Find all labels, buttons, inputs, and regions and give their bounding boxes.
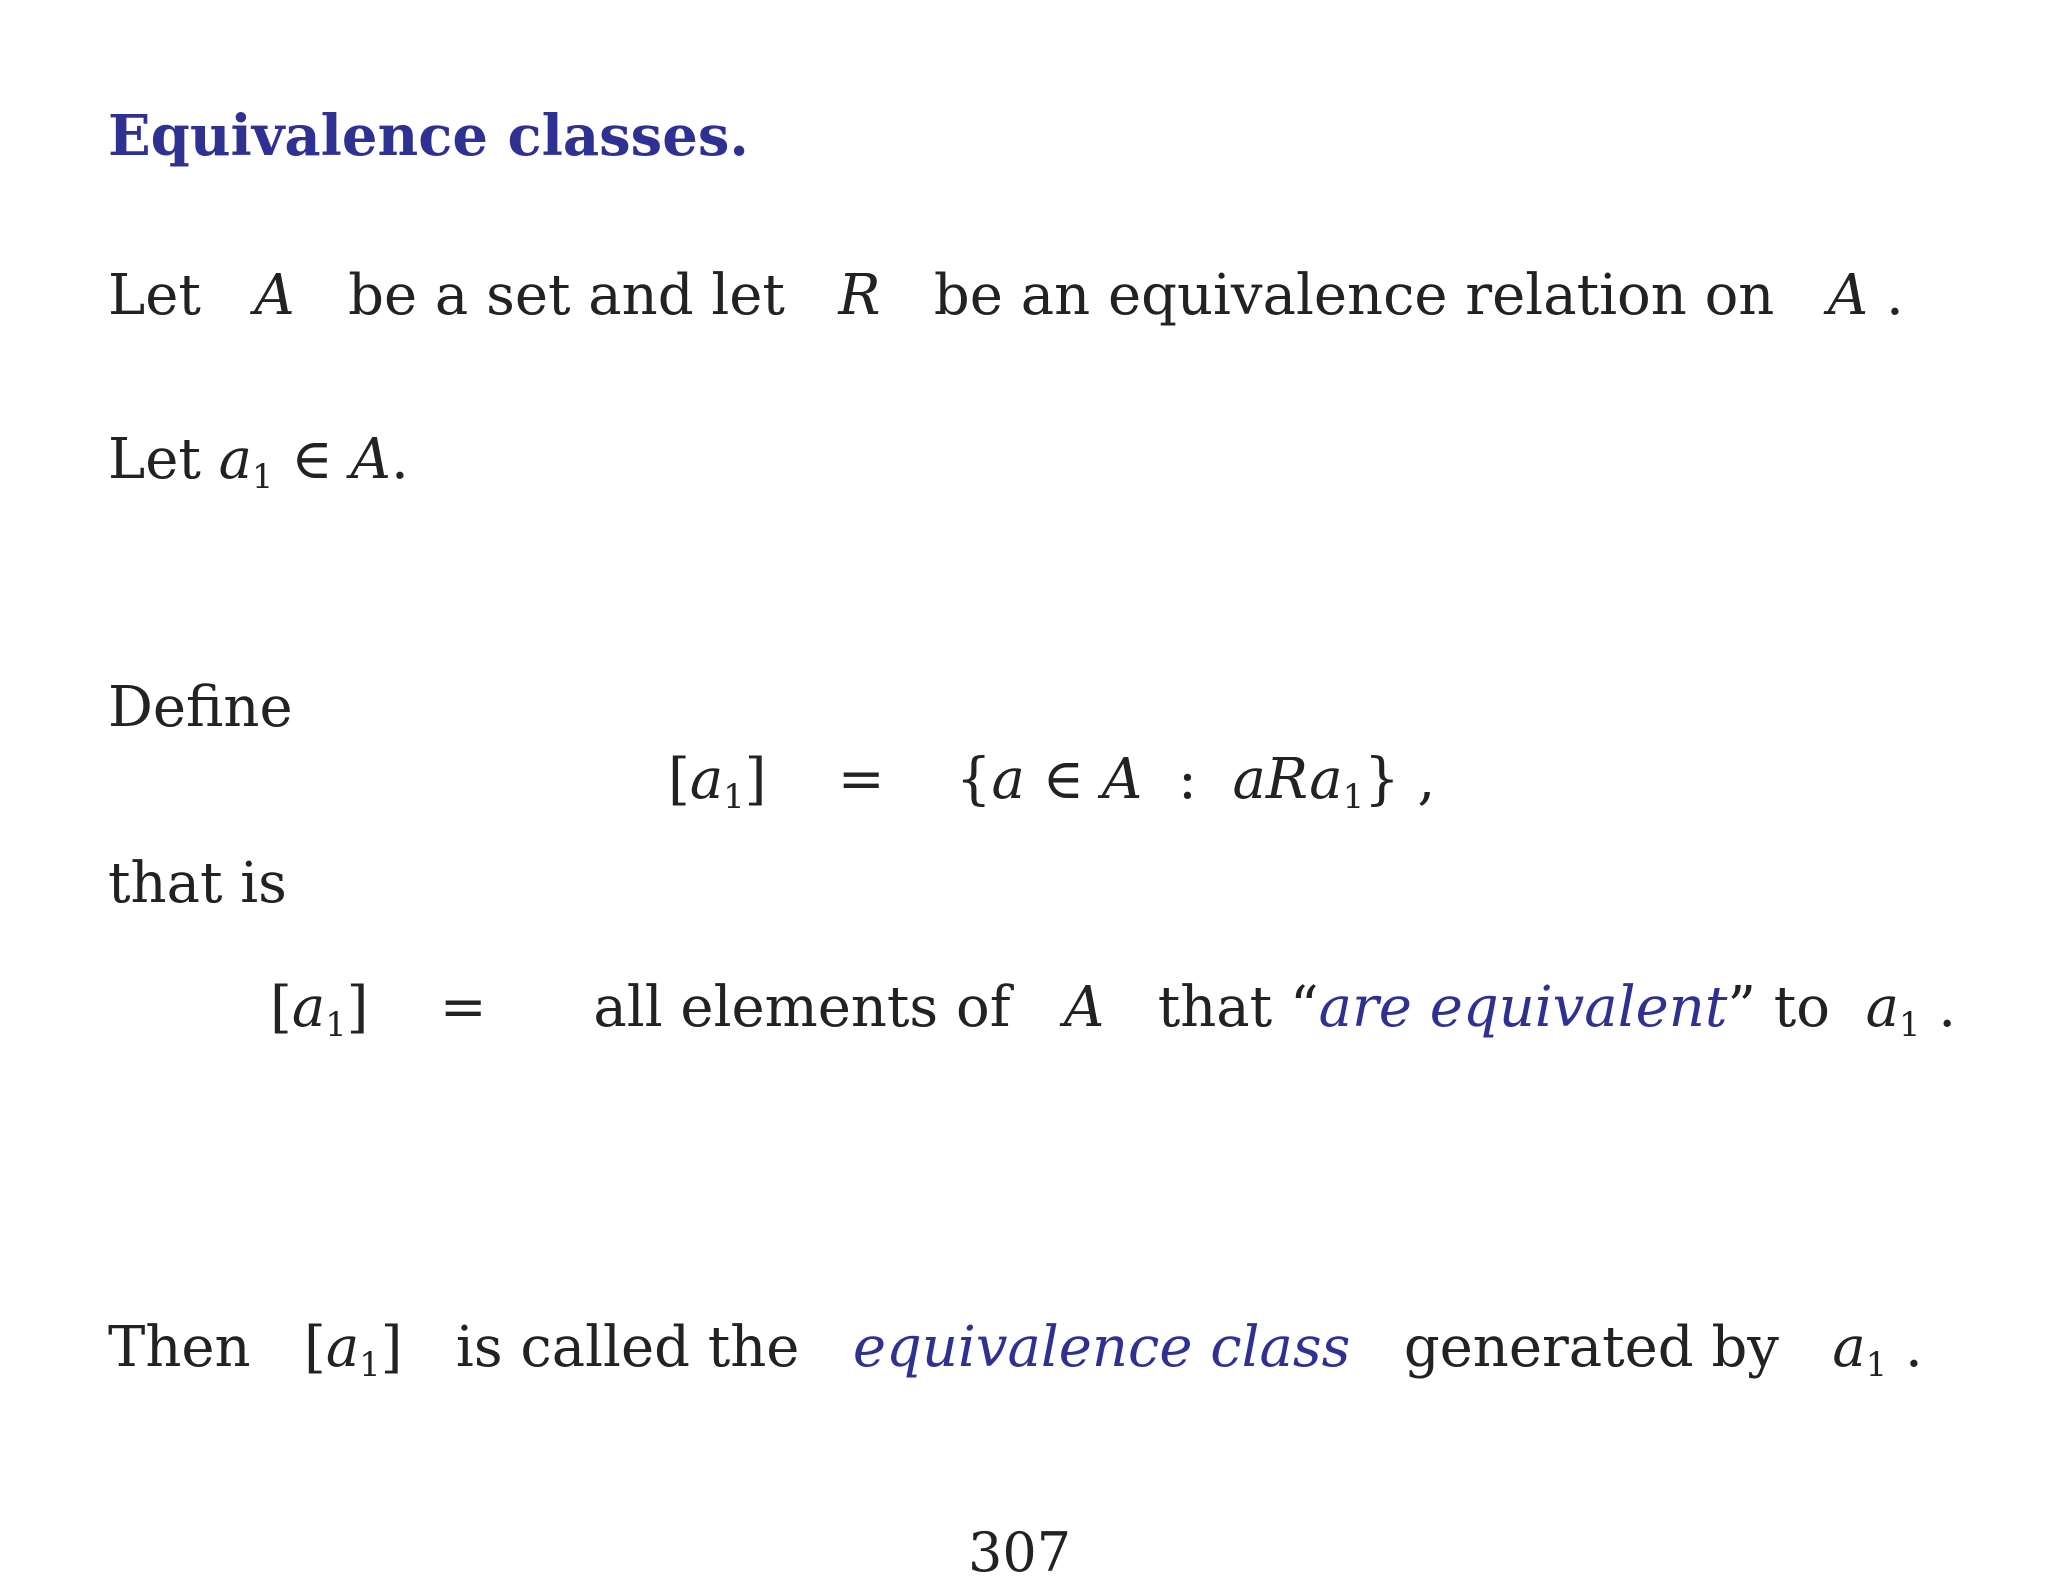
define-label: Define	[108, 675, 293, 740]
equation-class-description: $[a_1]$ = all elements of A that “are equivalent” to $a_1$ .	[270, 975, 1956, 1045]
page-number: 307	[968, 1521, 1072, 1584]
term-equivalence-class: equivalence class	[852, 1315, 1351, 1380]
sentence-let-a1: Let $a_1$ ∈ A.	[108, 427, 409, 497]
sentence-then-equivalence-class: Then $[a_1]$ is called the equivalence class generated by $a_1$ .	[108, 1315, 1923, 1385]
emphasis-are-equivalent: are equivalent	[1318, 975, 1728, 1040]
section-heading: Equivalence classes.	[108, 103, 749, 169]
that-is-label: that is	[108, 851, 287, 916]
sentence-let-a-set: Let A be a set and let R be an equivalence relation on A .	[108, 263, 1904, 328]
equation-class-definition: $[a_1]$ = {a ∈ A : aRa$_1$} ,	[668, 747, 1436, 817]
